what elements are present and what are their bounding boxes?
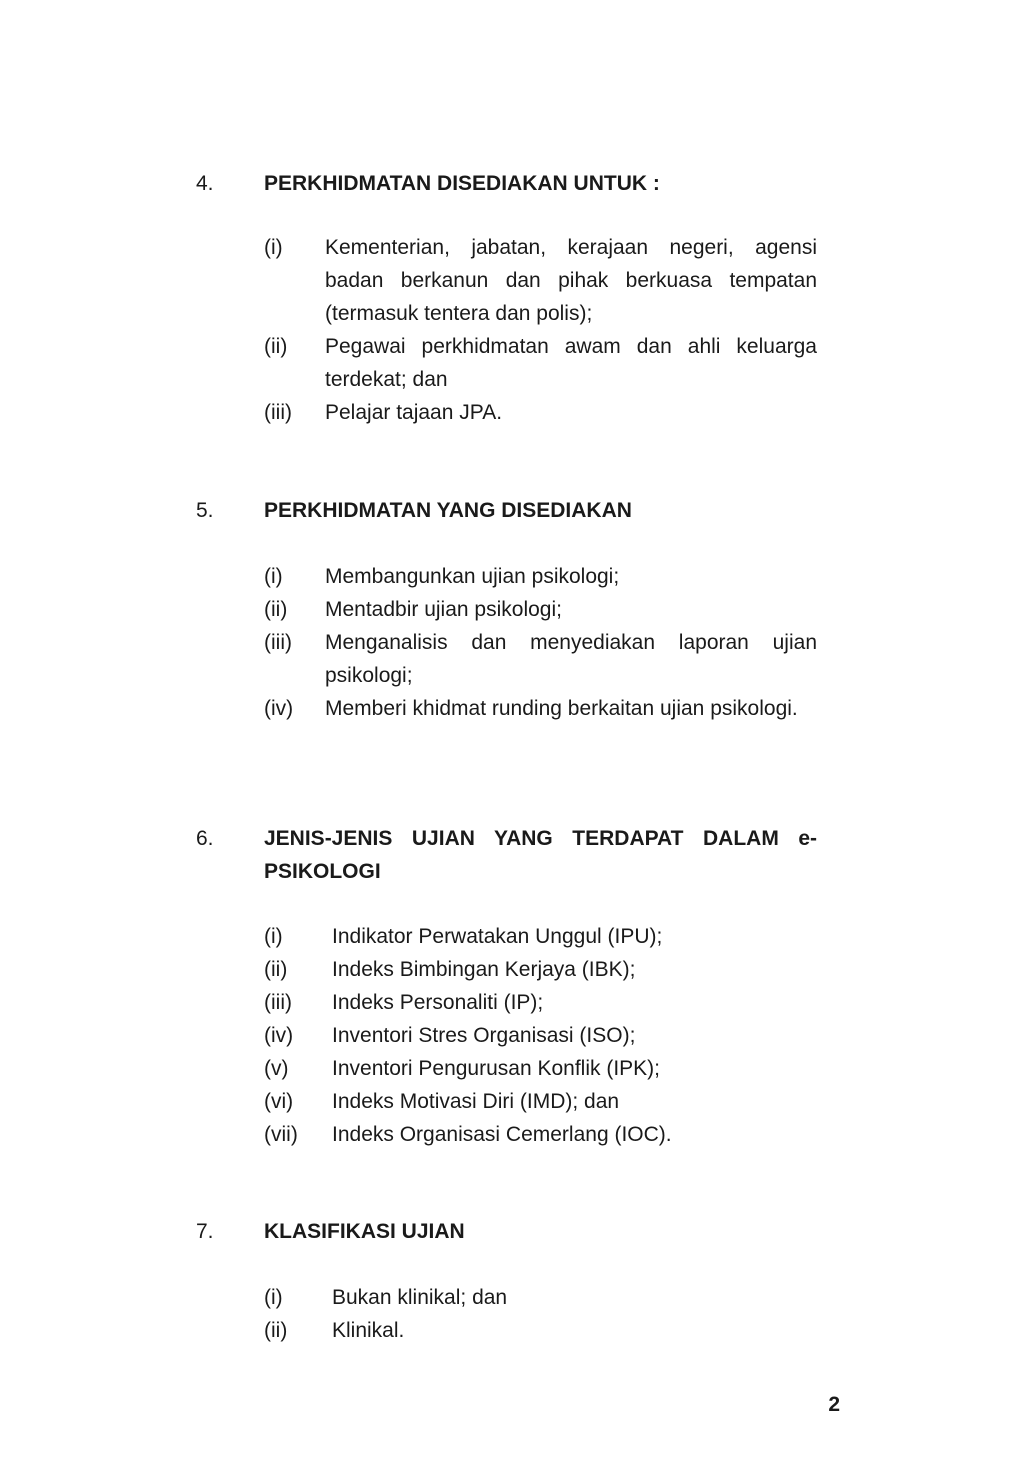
list-item [264, 231, 817, 330]
list-item-text: Indikator Perwatakan Unggul (IPU); [332, 925, 663, 948]
list-item [264, 396, 817, 429]
list-item [264, 560, 817, 593]
list-item-text: Membangunkan ujian psikologi; [325, 565, 620, 588]
list-item-number: (iv) [264, 697, 294, 720]
list-item-text: Inventori Pengurusan Konflik (IPK); [332, 1057, 661, 1080]
list-item-text: Pegawai perkhidmatan awam dan ahli keluarga terdekat; dan [325, 335, 817, 391]
list-item-number: (i) [264, 925, 283, 948]
section-list [264, 231, 817, 429]
list-item-number: (vii) [264, 1123, 298, 1146]
section-number: 5. [196, 499, 214, 522]
list-item [264, 593, 817, 626]
list-item-text: Memberi khidmat runding berkaitan ujian psikologi. [325, 697, 798, 720]
list-item-number: (ii) [264, 1319, 288, 1342]
list-item-number: (iii) [264, 991, 292, 1014]
list-item-number: (ii) [264, 598, 288, 621]
section-title: JENIS-JENIS UJIAN YANG TERDAPAT DALAM e-PSIKOLOGI [264, 827, 817, 883]
list-item-number: (i) [264, 565, 283, 588]
list-item [264, 986, 817, 1019]
list-item-number: (i) [264, 236, 283, 259]
section-number: 6. [196, 827, 214, 850]
section-number: 4. [196, 172, 214, 195]
list-item-text: Indeks Bimbingan Kerjaya (IBK); [332, 958, 636, 981]
list-item-number: (iv) [264, 1024, 294, 1047]
list-item-text: Indeks Organisasi Cemerlang (IOC). [332, 1123, 672, 1146]
list-item-number: (iii) [264, 631, 292, 654]
list-item [264, 1052, 817, 1085]
section-list [264, 920, 817, 1151]
list-item-number: (i) [264, 1286, 283, 1309]
page-number: 2 [828, 1393, 840, 1416]
list-item-text: Mentadbir ujian psikologi; [325, 598, 562, 621]
list-item [264, 1118, 817, 1151]
list-item [264, 1314, 817, 1347]
list-item-text: Bukan klinikal; dan [332, 1286, 508, 1309]
list-item [264, 920, 817, 953]
list-item [264, 1019, 817, 1052]
list-item-text: Pelajar tajaan JPA. [325, 401, 503, 424]
list-item-text: Indeks Motivasi Diri (IMD); dan [332, 1090, 620, 1113]
list-item-text: Klinikal. [332, 1319, 405, 1342]
list-item-number: (iii) [264, 401, 292, 424]
list-item [264, 1085, 817, 1118]
list-item-number: (ii) [264, 335, 288, 358]
list-item-number: (ii) [264, 958, 288, 981]
section-list [264, 1281, 817, 1347]
list-item [264, 330, 817, 396]
list-item [264, 692, 817, 725]
section-title: KLASIFIKASI UJIAN [264, 1220, 465, 1243]
section-list [264, 560, 817, 725]
list-item-text: Indeks Personaliti (IP); [332, 991, 544, 1014]
list-item-text: Inventori Stres Organisasi (ISO); [332, 1024, 636, 1047]
list-item-text: Kementerian, jabatan, kerajaan negeri, agensi badan berkanun dan pihak berkuasa tempatan (termasuk tentera dan polis); [325, 236, 817, 325]
list-item [264, 953, 817, 986]
list-item [264, 1281, 817, 1314]
list-item [264, 626, 817, 692]
section-number: 7. [196, 1220, 214, 1243]
section-title: PERKHIDMATAN DISEDIAKAN UNTUK : [264, 172, 660, 195]
list-item-number: (vi) [264, 1090, 294, 1113]
list-item-text: Menganalisis dan menyediakan laporan ujian psikologi; [325, 631, 817, 687]
section-title: PERKHIDMATAN YANG DISEDIAKAN [264, 499, 632, 522]
list-item-number: (v) [264, 1057, 289, 1080]
